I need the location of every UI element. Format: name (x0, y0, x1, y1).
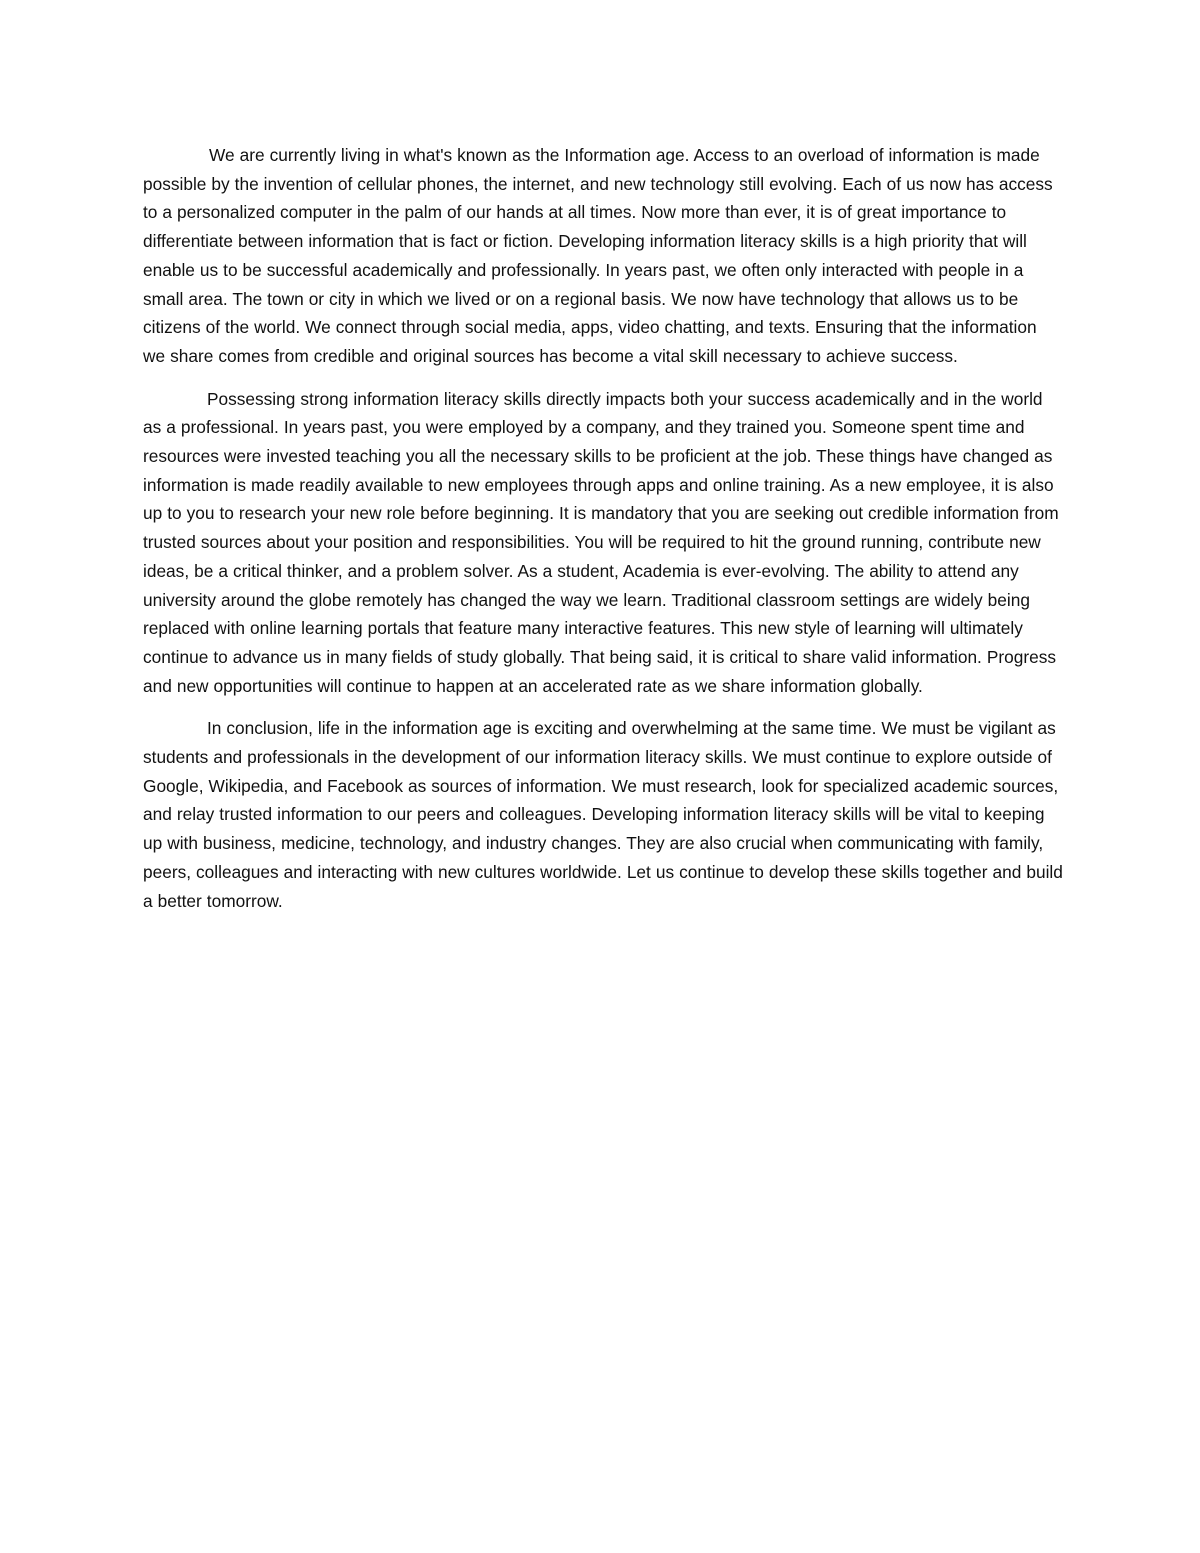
paragraph-3: In conclusion, life in the information age is exciting and overwhelming at the same time. We must be vigilant as students and professionals in the development of our information literacy skills. We must continue to explore outside of Google, Wikipedia, and Facebook as sources of information. We must research, look for specialized academic sources, and relay trusted information to our peers and colleagues. Developing information literacy skills will be vital to keeping up with business, medicine, technology, and industry changes. They are also crucial when communicating with family, peers, colleagues and interacting with new cultures worldwide. Let us continue to develop these skills together and build a better tomorrow. (143, 718, 1063, 911)
document-body (143, 141, 1063, 929)
paragraph-1: We are currently living in what's known as the Information age. Access to an overload of information is made possible by the invention of cellular phones, the internet, and new technology still evolving. Each of us now has access to a personalized computer in the palm of our hands at all times. Now more than ever, it is of great importance to differentiate between information that is fact or fiction. Developing information literacy skills is a high priority that will enable us to be successful academically and professionally. In years past, we often only interacted with people in a small area. The town or city in which we lived or on a regional basis. We now have technology that allows us to be citizens of the world. We connect through social media, apps, video chatting, and texts. Ensuring that the information we share comes from credible and original sources has become a vital skill necessary to achieve success. (143, 145, 1053, 366)
paragraph-2: Possessing strong information literacy skills directly impacts both your success academically and in the world as a professional. In years past, you were employed by a company, and they trained you. Someone spent time and resources were invested teaching you all the necessary skills to be proficient at the job. These things have changed as information is made readily available to new employees through apps and online training. As a new employee, it is also up to you to research your new role before beginning. It is mandatory that you are seeking out credible information from trusted sources about your position and responsibilities. You will be required to hit the ground running, contribute new ideas, be a critical thinker, and a problem solver. As a student, Academia is ever-evolving. The ability to attend any university around the globe remotely has changed the way we learn. Traditional classroom settings are widely being replaced with online learning portals that feature many interactive features. This new style of learning will ultimately continue to advance us in many fields of study globally. That being said, it is critical to share valid information. Progress and new opportunities will continue to happen at an accelerated rate as we share information globally. (143, 388, 1059, 696)
